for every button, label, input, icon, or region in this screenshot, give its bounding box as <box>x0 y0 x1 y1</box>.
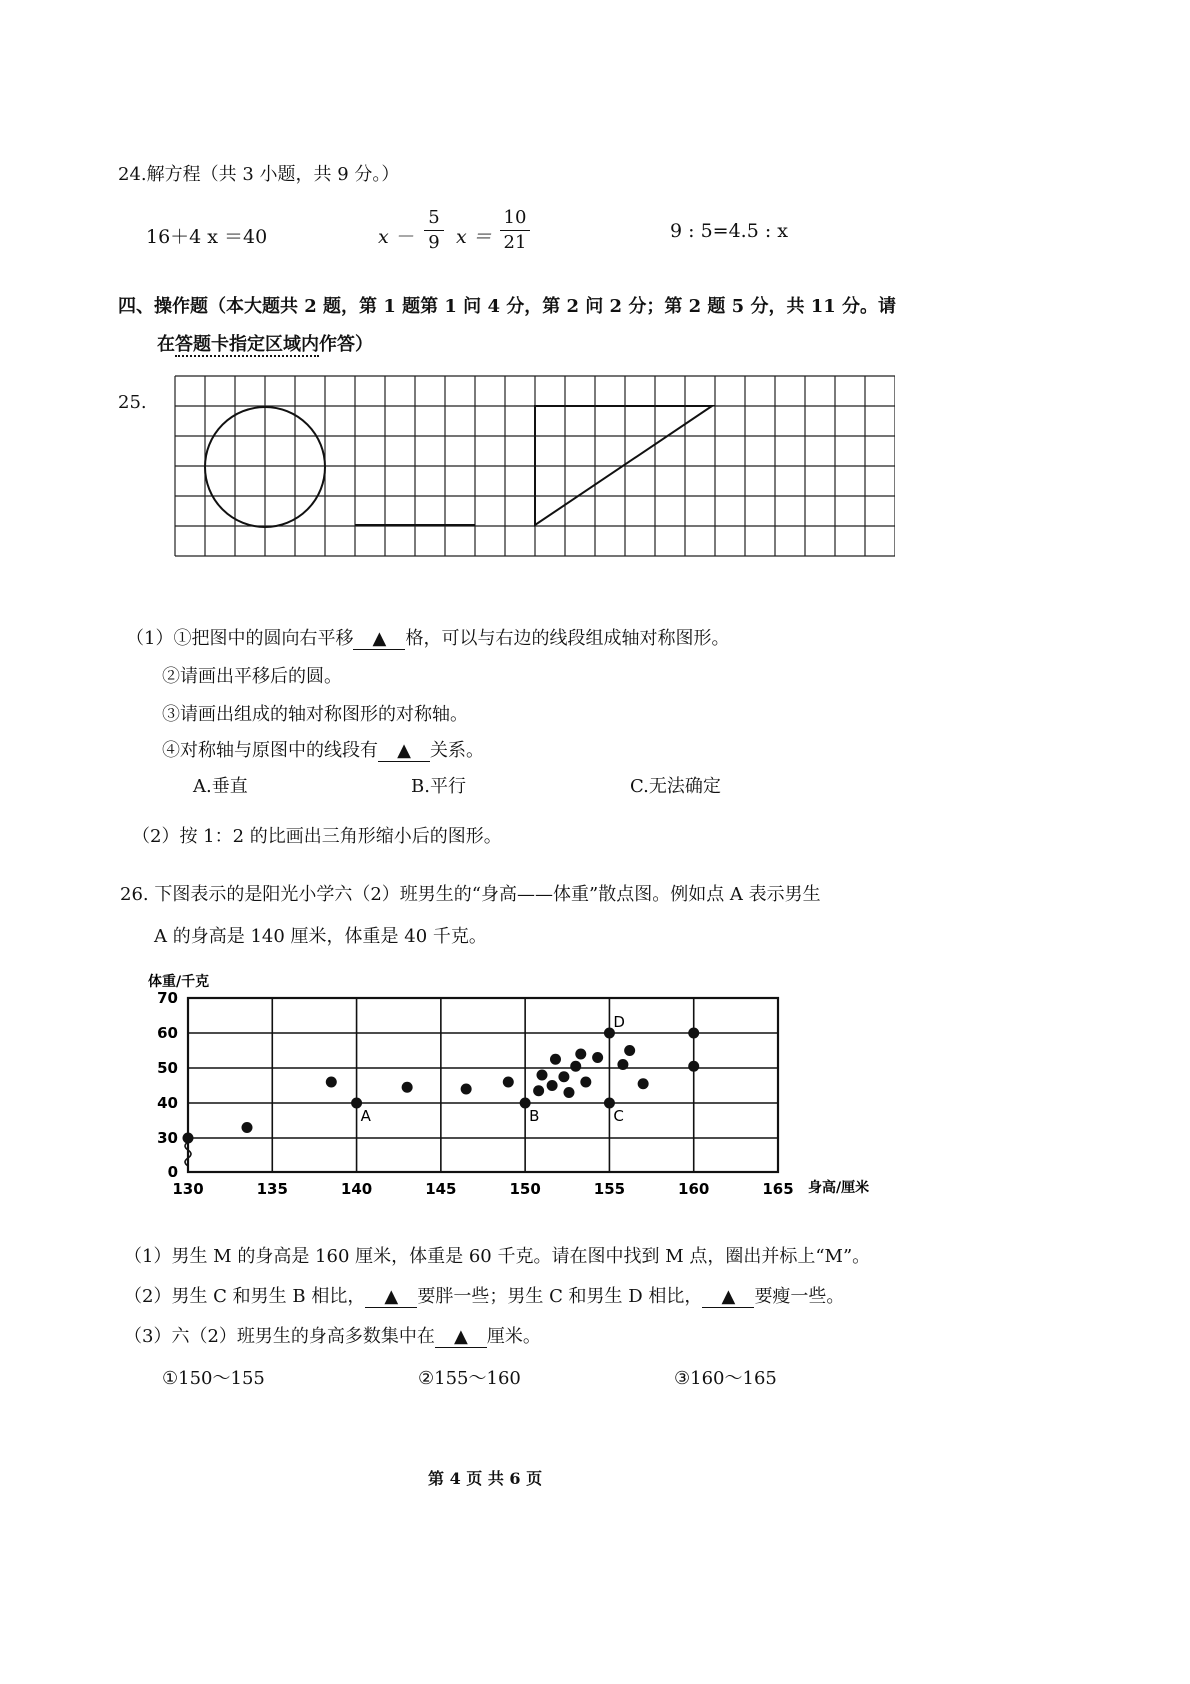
q25-part2: （2）按 1：2 的比画出三角形缩小后的图形。 <box>132 826 502 847</box>
q26-s3-text-b: 厘米。 <box>486 1326 541 1347</box>
q26-sub2 <box>124 1282 844 1308</box>
q24-title: 24.解方程（共 3 小题，共 9 分。） <box>118 164 400 185</box>
scatter-point <box>570 1061 581 1072</box>
scatter-point <box>242 1122 253 1133</box>
q25-part1-line2: ②请画出平移后的圆。 <box>162 666 342 687</box>
fraction-denominator: 9 <box>428 232 440 253</box>
section4-pre: 在 <box>157 334 175 355</box>
q25-part1-line1 <box>126 624 729 650</box>
q24-fraction-5-9 <box>424 207 444 254</box>
scatter-point <box>688 1028 699 1039</box>
q25-blank-1[interactable]: ▲ <box>353 628 405 650</box>
q25-option-b: B.平行 <box>411 776 466 797</box>
scatter-point <box>402 1082 413 1093</box>
chart-grid <box>185 998 778 1172</box>
x-tick-label: 150 <box>509 1180 541 1198</box>
q25-p1-text-b: 格，可以与右边的线段组成轴对称图形。 <box>405 628 730 649</box>
section4-emphasis: 答题卡指定区域内 <box>175 334 319 355</box>
scatter-point <box>547 1080 558 1091</box>
scatter-point <box>624 1045 635 1056</box>
q25-blank-2[interactable]: ▲ <box>378 740 430 762</box>
scatter-point <box>592 1052 603 1063</box>
scatter-point <box>688 1061 699 1072</box>
q26-intro-line1: 26. 下图表示的是阳光小学六（2）班男生的“身高——体重”散点图。例如点 A 表示男生 <box>120 884 821 905</box>
q26-s2-text-c: 要瘦一些。 <box>754 1286 845 1307</box>
page-footer: 第 4 页 共 6 页 <box>428 1469 543 1488</box>
q25-number: 25. <box>118 392 147 413</box>
q25-p4-text-b: 关系。 <box>430 740 484 761</box>
scatter-point <box>580 1077 591 1088</box>
chart-ylabel: 体重/千克 <box>148 974 210 990</box>
point-label-A: A <box>360 1107 371 1125</box>
q26-blank-3[interactable]: ▲ <box>435 1326 487 1348</box>
y-tick-label: 60 <box>157 1024 178 1042</box>
q26-option-2: ②155～160 <box>418 1368 521 1389</box>
q24-fraction-10-21 <box>500 207 530 254</box>
q24-equation-2-left: x － <box>378 226 414 248</box>
section4-title: 四、操作题（本大题共 2 题，第 1 题第 1 问 4 分，第 2 问 2 分；第 2 题 5 分，共 11 分。请 <box>118 296 897 317</box>
fraction-numerator: 10 <box>503 207 527 228</box>
scatter-point <box>575 1049 586 1060</box>
x-tick-label: 135 <box>256 1180 288 1198</box>
q24-equation-1: 16＋4 x ＝40 <box>146 226 268 248</box>
y-tick-label: 40 <box>157 1094 178 1112</box>
q25-p4-text-a: ④对称轴与原图中的线段有 <box>162 740 378 761</box>
scatter-point <box>503 1077 514 1088</box>
x-tick-label: 140 <box>340 1180 373 1198</box>
chart-xlabel: 身高/厘米 <box>808 1180 870 1196</box>
scatter-point <box>563 1087 574 1098</box>
fraction-bar <box>424 230 444 231</box>
point-label-C: C <box>613 1107 624 1125</box>
q24-equation-3: 9 : 5=4.5 : x <box>670 220 788 242</box>
x-tick-label: 155 <box>593 1180 626 1198</box>
q25-part1-line4 <box>162 736 484 762</box>
scatter-point <box>537 1070 548 1081</box>
q26-option-1: ①150～155 <box>162 1368 265 1389</box>
point-label-D: D <box>613 1013 625 1031</box>
q26-s2-text-a: （2）男生 C 和男生 B 相比， <box>124 1286 366 1307</box>
fraction-numerator: 5 <box>428 207 440 228</box>
q26-s3-text-a: （3）六（2）班男生的身高多数集中在 <box>124 1326 435 1347</box>
q26-intro-line2: A 的身高是 140 厘米，体重是 40 千克。 <box>154 926 487 947</box>
q26-sub1: （1）男生 M 的身高是 160 厘米，体重是 60 千克。请在图中找到 M 点，圈出并标上“M”。 <box>124 1246 871 1267</box>
q26-s2-text-b: 要胖一些；男生 C 和男生 D 相比， <box>417 1286 703 1307</box>
section4-post: 作答） <box>319 334 373 355</box>
scatter-point <box>638 1078 649 1089</box>
scatter-point <box>183 1133 194 1144</box>
scatter-chart <box>130 962 890 1212</box>
scatter-point <box>617 1059 628 1070</box>
x-tick-label: 165 <box>762 1180 794 1198</box>
q25-grid-figure <box>170 370 895 562</box>
scatter-point <box>533 1085 544 1096</box>
scatter-point <box>558 1071 569 1082</box>
scatter-point <box>550 1054 561 1065</box>
fraction-bar <box>500 230 530 231</box>
y-tick-label: 70 <box>157 989 178 1007</box>
q26-option-3: ③160～165 <box>674 1368 777 1389</box>
chart-ticks <box>157 989 794 1198</box>
q25-option-c: C.无法确定 <box>630 776 721 797</box>
x-tick-label: 130 <box>172 1180 204 1198</box>
q25-p1-text-a: （1）①把图中的圆向右平移 <box>126 628 354 649</box>
point-label-B: B <box>529 1107 540 1125</box>
section4-title-line2 <box>157 330 373 356</box>
plot-frame <box>188 998 778 1172</box>
y-tick-label: 50 <box>157 1059 178 1077</box>
q25-option-a: A.垂直 <box>193 776 248 797</box>
scatter-point <box>461 1084 472 1095</box>
q24-equation-2-mid: x ＝ <box>456 226 492 248</box>
fraction-denominator: 21 <box>503 232 527 253</box>
scatter-point <box>326 1077 337 1088</box>
y-tick-label: 30 <box>157 1129 178 1147</box>
q25-part1-line3: ③请画出组成的轴对称图形的对称轴。 <box>162 704 468 725</box>
x-tick-label: 145 <box>425 1180 457 1198</box>
y-tick-label: 0 <box>167 1163 178 1181</box>
q26-blank-1[interactable]: ▲ <box>365 1286 417 1308</box>
q26-sub3 <box>124 1322 541 1348</box>
q26-blank-2[interactable]: ▲ <box>702 1286 754 1308</box>
x-tick-label: 160 <box>678 1180 710 1198</box>
